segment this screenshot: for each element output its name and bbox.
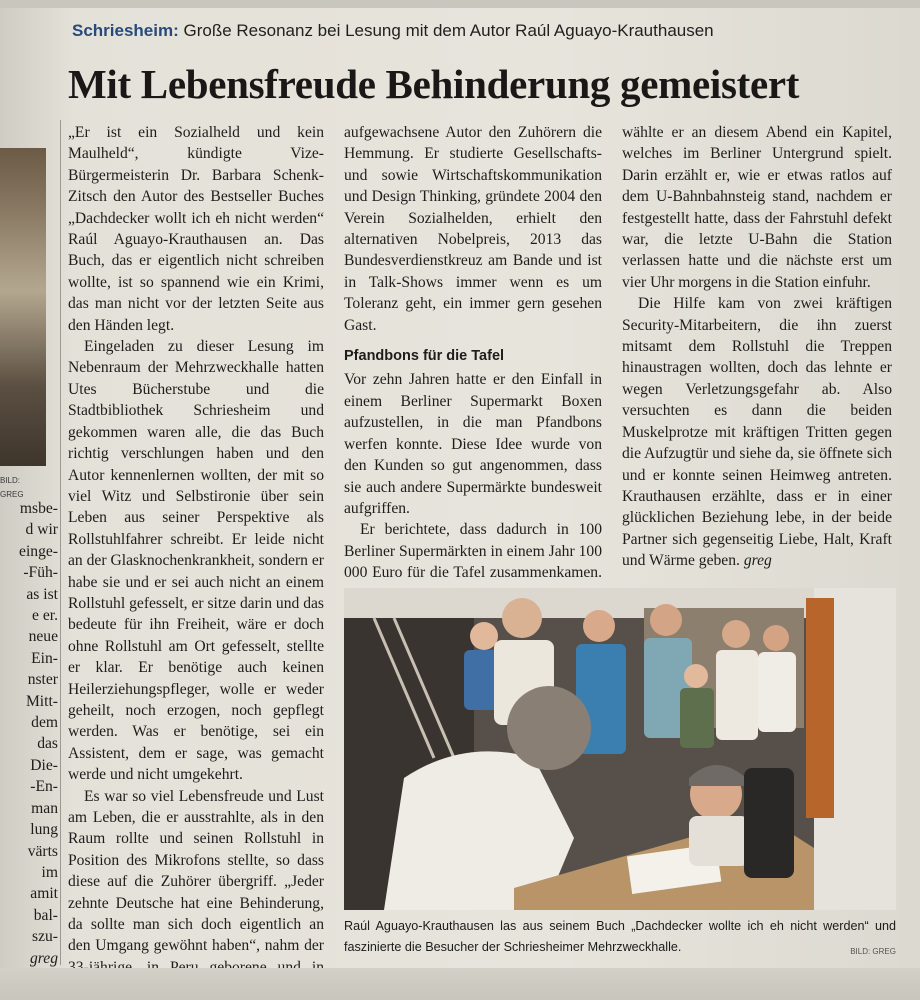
paragraph: „Er ist ein Sozialheld und kein Maulheld“, kündigte Vize-Bürgermeisterin Dr. Barbara Schenk-Zitsch den Autor des Bestseller Buches „Dachdecker wollt ich eh nicht werden“ Raúl Aguayo-Krauthausen an. Das Buch, das er eigentlich nicht schreiben wollte, ist so spannend wie ein Krimi, das man nicht vor der letzten Seite aus den Händen legt. xyxy=(68,124,324,334)
top-edge xyxy=(0,0,920,8)
left-fragment-line: e er. xyxy=(32,607,58,625)
left-fragment-line: amit xyxy=(30,885,58,903)
left-fragment-line: -En- xyxy=(30,778,58,796)
photo-caption xyxy=(344,916,896,962)
photo-credit: BILD: GREG xyxy=(850,947,896,956)
left-fragment-line: Mitt- xyxy=(25,692,58,710)
left-fragment-line: Ein- xyxy=(31,649,58,667)
left-fragment-line: man xyxy=(31,799,58,817)
paragraph: aufgewachsene Autor den Zuhörern die Hemmung. Er studierte Gesellschafts- und sowie Wirtschaftskommunikation und Design Thinking, gründete 2004 den Verein Sozialhelden, erhielt den alternativen Nobelpreis, 2013 das Bundesverdienstkreuz am Bande und ist in Talk-Shows immer wenn es um Toleranz geht, ein immer gern gesehen Gast. xyxy=(344,124,602,334)
kicker-text: Große Resonanz bei Lesung mit dem Autor Raúl Aguayo-Krauthausen xyxy=(178,21,714,40)
left-fragment-credit: BILD: GREG xyxy=(0,476,24,499)
column-divider xyxy=(60,120,61,965)
paragraph xyxy=(622,293,892,571)
left-fragment-line: neue xyxy=(28,628,58,646)
article-column-3 xyxy=(622,122,892,577)
paragraph: Eingeladen zu dieser Lesung im Nebenraum der Mehrzweckhalle hatten Utes Bücherstube und die Stadtbibliothek Schriesheim und gekommen waren alle, die das Buch richtig verschlungen haben und den Autor kennenlernen wollten, der mit so viel Witz und Selbstironie über sein Leben aus seiner Perspektive als Rollstuhlfahrer schreibt. Er leide nicht an der Glasknochenkrankheit, sondern er habe sie und er sei auch nicht an einem Rollstuhl gefesselt, er sitze darin und das bedeute für ihn Freiheit, wäre er doch ohne Rollstuhl am Ort gefesselt, stellte er klar. Er benötige auch keinen Heilerziehungspfleger, wolle er weder geheilt, noch erzogen, noch gepflegt werden. Was er benötige, sei ein Assistent, dem er sage, was gemacht werde und nicht umgekehrt. xyxy=(68,338,324,784)
left-fragment-line: dem xyxy=(31,714,58,732)
article-column-2 xyxy=(344,122,602,582)
photo-illustration xyxy=(344,588,896,910)
paragraph-text: Die Hilfe kam von zwei kräftigen Security-Mitarbeitern, die ihn zuerst mitsamt dem Rollstuhl die Treppen hinaustragen wollten, doch das lehnte er wegen Verletzungsgefahr ab. Also versuchten es dann die beiden Muskelprotze mit kräftigen Tritten gegen die Aufzugtür und siehe da, sie öffnete sich und er konnte seinen Heimweg antreten. Krauthausen erzählte, dass er in einer glücklichen Beziehung lebe, in der beide Partner sich gegenseitig Liebe, Halt, Kraft und Wärme geben. xyxy=(622,295,892,570)
left-fragment-line: värts xyxy=(27,842,58,860)
author-signature: greg xyxy=(743,552,772,570)
left-fragment-line: Die- xyxy=(30,756,58,774)
page-bottom-edge xyxy=(0,968,920,1000)
left-fragment-line: d wir xyxy=(25,521,58,539)
left-fragment-line: msbe- xyxy=(19,500,58,517)
left-fragment-line: greg xyxy=(29,949,58,967)
paragraph: Vor zehn Jahren hatte er den Einfall in einem Berliner Supermarkt Boxen aufzustellen, in die man Pfandbons werfen konnte. Diese Idee wurde von den Kunden so gut angenommen, dass sie auch andere Supermärkte bundesweit aufgriffen. xyxy=(344,371,602,517)
left-fragment-line: as ist xyxy=(26,585,58,603)
left-fragment-line: das xyxy=(37,735,58,753)
left-fragment-line: nster xyxy=(27,671,58,689)
article-column-1 xyxy=(68,122,324,967)
kicker-place: Schriesheim: xyxy=(72,21,179,40)
left-fragment-column xyxy=(0,498,58,968)
left-fragment-line: szu- xyxy=(32,928,58,946)
paragraph: Es war so viel Lebensfreude und Lust am Leben, die er ausstrahlte, als in den Raum rollte und seinen Rollstuhl in Position des Mikrofons stellte, so dass diese auf die Zuhörer übergriff. „Jeder zehnte Deutsche hat eine Behinderung, da sollte man sich doch eigentlich an den Umgang gewöhnt haben“, nahm der xyxy=(68,787,324,955)
article-kicker xyxy=(72,18,892,44)
article-photo xyxy=(344,588,896,910)
article-headline: Mit Lebensfreude Behinderung gemeistert xyxy=(68,61,800,107)
caption-text: Raúl Aguayo-Krauthausen las aus seinem Buch „Dachdecker wollte ich eh nicht werden“ und faszinierte die Besucher der Schriesheimer Mehrzweckhalle. xyxy=(344,919,896,954)
left-fragment-line: lung xyxy=(30,821,58,839)
left-fragment-photo xyxy=(0,148,46,466)
paragraph: wählte er an diesem Abend ein Kapitel, welches im Berliner Untergrund spielt. Darin erzählt er, wie er etwas ratlos auf dem U-Bahnbahnsteig stand, nachdem er festgestellt hatte, dass der Fahrstuhl defekt war, die letzte U-Bahn die Station verlassen hatte und die nächste erst um vier Uhr morgens in die Station einfuhr. xyxy=(622,124,892,291)
left-fragment-line: bal- xyxy=(33,906,58,924)
left-fragment-line: einge- xyxy=(19,542,58,560)
left-fragment-line: -Füh- xyxy=(23,564,58,582)
subheading: Pfandbons für die Tafel xyxy=(344,348,505,365)
left-fragment-line: im xyxy=(41,863,58,881)
paragraph: Er berichtete, dass dadurch in 100 Berliner Supermärkten in einem Jahr 100 000 Euro für die Tafel zusammenkamen. xyxy=(344,521,602,582)
